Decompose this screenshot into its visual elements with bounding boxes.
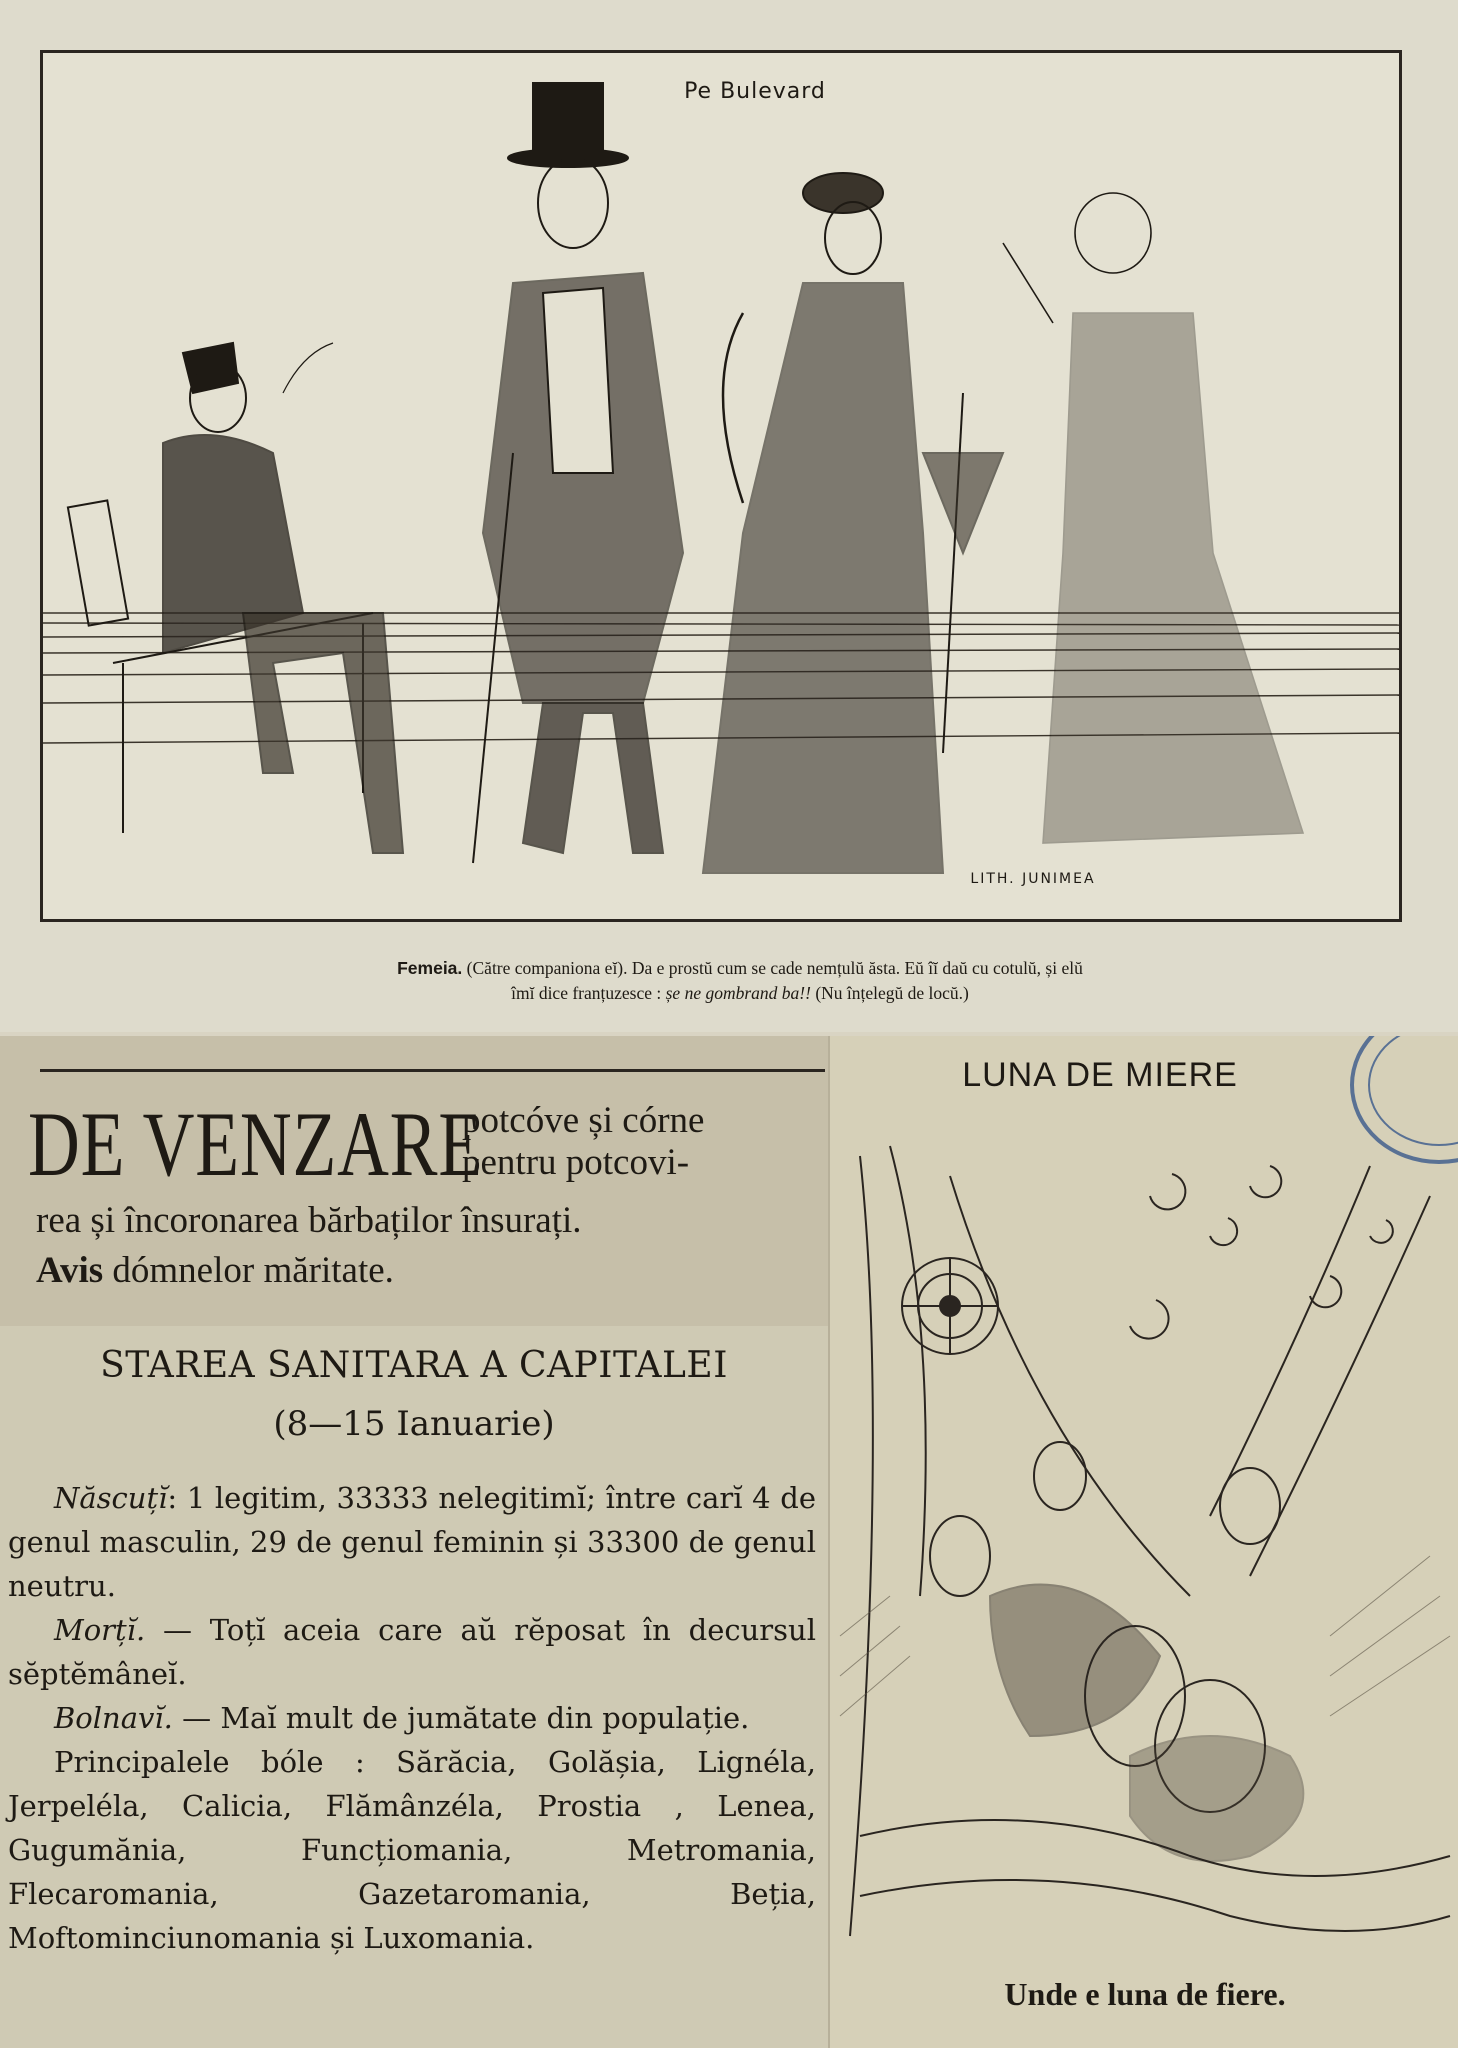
lady-with-parasol [703, 173, 1003, 873]
divider-rule [40, 1069, 825, 1072]
avis-label: Avis [36, 1250, 104, 1291]
cartoon-frame [40, 50, 1402, 922]
seated-man [68, 343, 403, 853]
lithography-credit: LITH. JUNIMEA [970, 871, 1096, 887]
caption-line2-start: îmĭ dice franțuzesce : [511, 983, 666, 1003]
caption-french-phrase: șe ne gombrand ba!! [665, 983, 811, 1003]
born-label: Născuțĭ [54, 1481, 168, 1515]
luna-title: LUNA DE MIERE [962, 1056, 1238, 1094]
health-report-dates: (8—15 Ianuarie) [273, 1404, 555, 1444]
boulevard-illustration [43, 53, 1399, 919]
advert-line3: rea și încoronarea bărbaților însurați. [36, 1200, 582, 1241]
sick-paragraph [8, 1696, 816, 1740]
luna-caption: Unde e luna de fiere. [1004, 1976, 1286, 2012]
advert-headline: DE VENZARE [28, 1093, 483, 1195]
advert-side-line2: pentru potcovi- [462, 1142, 690, 1183]
advert-box [0, 1036, 828, 1326]
honeymoon-illustration [830, 1036, 1458, 2048]
dead-text: — Toțĭ aceia care aŭ rĕposat în decursul sĕptĕmâneĭ. [8, 1613, 816, 1691]
luna-cartoon-panel [828, 1036, 1458, 2048]
caption-line2-end: (Nu înțelegŭ de locŭ.) [810, 983, 969, 1003]
advert-avis-line [36, 1246, 826, 1296]
standing-man [473, 83, 683, 863]
sick-text: — Maĭ mult de jumătate din populație. [172, 1701, 750, 1735]
text-column [0, 1036, 828, 2048]
diseases-paragraph: Principalele bóle : Sărăcia, Golășia, Lignéla, Jerpeléla, Calicia, Flămânzéla, Prostia , Lenea, Gugumănia, Funcțiomania, Metromania, Flecaromania, Gazetaromania, Beția, Moftominciunomania și Luxomania. [8, 1745, 816, 1955]
dead-label: Morțĭ. [54, 1613, 146, 1647]
sick-label: Bolnavĭ. [54, 1701, 173, 1735]
advert-side-line1: potcóve și córne [462, 1100, 705, 1141]
cartoon-caption [120, 956, 1360, 1006]
advert-side-text [462, 1100, 822, 1184]
health-report-body [8, 1476, 816, 1960]
health-report-title: STAREA SANITARA A CAPITALEI [100, 1345, 728, 1386]
caption-speaker: Femeia. [397, 958, 463, 978]
lady-with-fan [1003, 193, 1303, 843]
dead-paragraph [8, 1608, 816, 1696]
advert-continuation [36, 1196, 826, 1296]
born-paragraph [8, 1476, 816, 1608]
cartoon-title: Pe Bulevard [684, 79, 826, 104]
born-text: : 1 legitim, 33333 nelegitimĭ; între carĭ 4 de genul masculin, 29 de genul feminin și 33300 de genul neutru. [8, 1481, 816, 1603]
caption-line1: (Către companiona eĭ). Da e prostŭ cum se cade nemțulŭ ăsta. Eŭ îĭ daŭ cu cotulŭ, și elŭ [462, 958, 1083, 978]
avis-text: dómnelor măritate. [103, 1250, 394, 1291]
